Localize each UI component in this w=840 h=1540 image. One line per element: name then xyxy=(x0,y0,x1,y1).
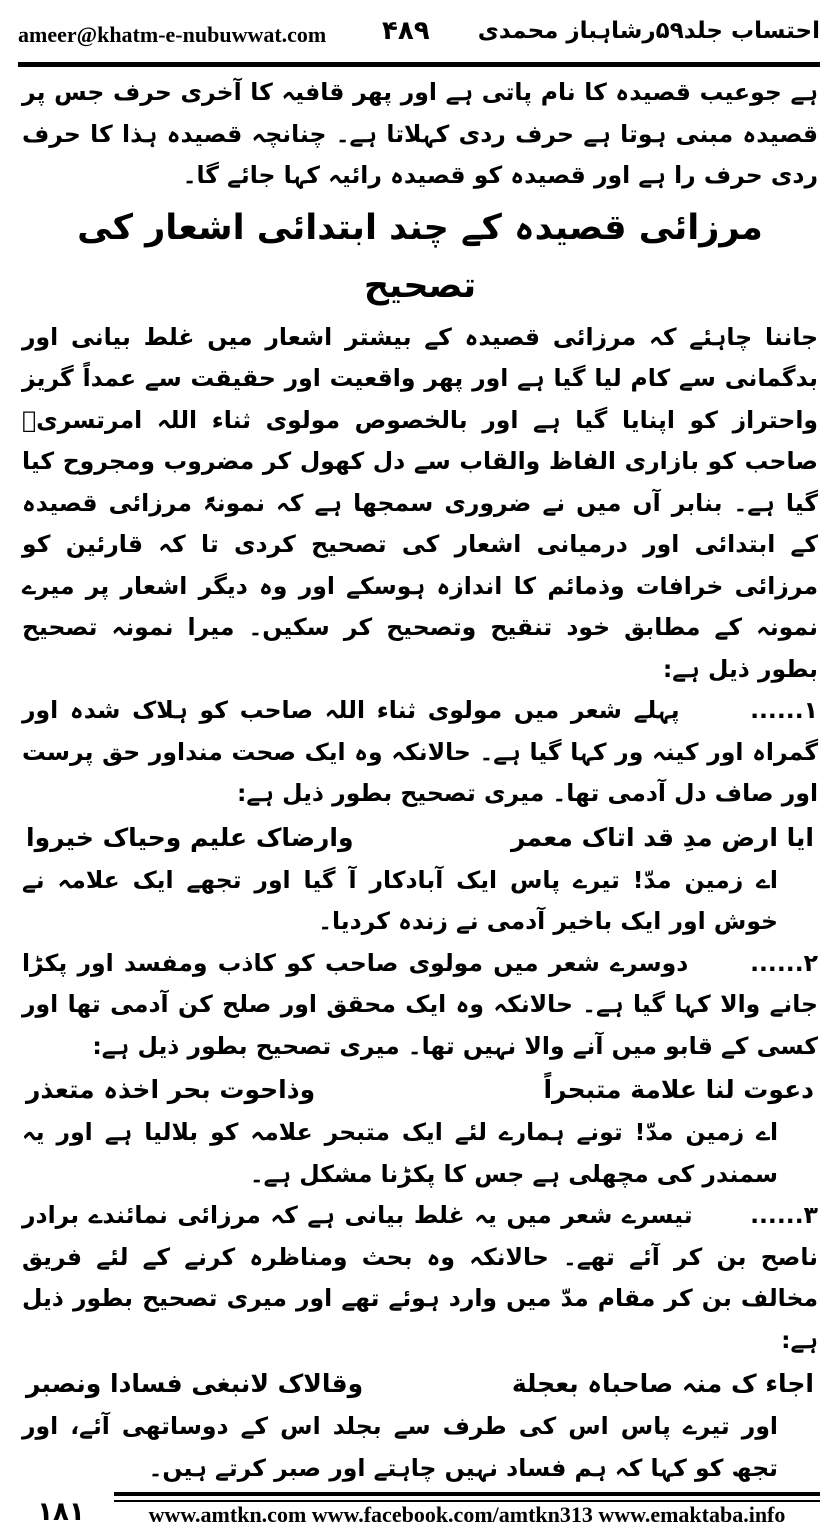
footer-bar xyxy=(114,1492,820,1532)
section-heading: مرزائی قصیدہ کے چند ابتدائی اشعار کی تصحیح xyxy=(77,207,763,306)
verse-1-left: وارضاک علیم وحیاک خیروا xyxy=(26,822,354,852)
verse-2-right: دعوت لنا علامة متبحراً xyxy=(543,1075,814,1104)
item-1-number: ۱...... xyxy=(750,696,818,724)
verse-3-left: وقالاک لانبغی فسادا ونصبر xyxy=(26,1369,364,1398)
header-page-number: ۴۸۹ xyxy=(382,16,430,46)
item-3-text: تیسرے شعر میں یہ غلط بیانی ہے کہ مرزائی نمائندے برادر ناصح بن کر آئے تھے۔ حالانکہ وہ بحث ومناظرہ کرنے کے لئے فریق مخالف بن کر مقام مدّ میں وارد ہوئے تھے اور میری تصحیح بطور ذیل ہے: xyxy=(22,1201,818,1354)
item-1-text: پہلے شعر میں مولوی ثناء اللہ صاحب کو ہلاک شدہ اور گمراہ اور کینہ ور کہا گیا ہے۔ حالانکہ وہ ایک صحت منداور حق پرست اور صاف دل آدمی تھا۔ میری تصحیح بطور ذیل ہے: xyxy=(22,696,818,807)
page-footer xyxy=(18,1492,820,1532)
item-3-number: ۳...... xyxy=(750,1201,818,1229)
intro-paragraph: ہے جوعیب قصیدہ کا نام پاتی ہے اور پھر قافیہ کا آخری حرف جس پر قصیدہ مبنی ہوتا ہے حرف ردی کہلاتا ہے۔ چنانچہ قصیدہ ہذا کا حرف ردی حرف را ہے اور قصیدہ کو قصیدہ رائیہ کہا جائے گا۔ xyxy=(22,78,818,189)
item-2-number: ۲...... xyxy=(750,948,818,977)
footer-rule-thick xyxy=(114,1492,820,1496)
verse-2 xyxy=(22,1067,818,1112)
verse-3-right: اجاء ک منہ صاحباہ بعجلة xyxy=(511,1369,814,1398)
verse-3 xyxy=(22,1361,818,1406)
translation-2: اے زمین مدّ! تونے ہمارے لئے ایک متبحر علامہ کو بلالیا ہے اور یہ سمندر کی مچھلی ہے جس کا پکڑنا مشکل ہے۔ xyxy=(22,1118,778,1188)
page-content xyxy=(22,72,818,1489)
translation-3: اور تیرے پاس اس کی طرف سے بجلد اس کے دوساتھی آئے، اور تجھ کو کہا کہ ہم فساد نہیں چاہتے اور صبر کرتے ہیں۔ xyxy=(22,1412,778,1482)
paragraph-1: جاننا چاہئے کہ مرزائی قصیدہ کے بیشتر اشعار میں غلط بیانی اور بدگمانی سے کام لیا گیا ہے اور پھر واقعیت اور حقیقت سے عمداً گریز واحتراز کو اپنایا گیا ہے اور بالخصوص مولوی ثناء اللہ امرتسریؒ صاحب کو بازاری الفاظ والقاب سے دل کھول کر مضروب ومجروح کیا گیا ہے۔ بنابر آں میں نے ضروری سمجھا ہے کہ نمونۃً مرزائی قصیدہ کے ابتدائی اور درمیانی اشعار کی تصحیح کردی تا کہ قارئین کو مرزائی خرافات وذمائم کا اندازہ ہوسکے اور وہ دیگر اشعار پر میرے نمونہ کے مطابق خود تنقیح وتصحیح کر سکیں۔ میرا نمونہ تصحیح بطور ذیل ہے: xyxy=(22,322,818,683)
footer-links: www.amtkn.com www.facebook.com/amtkn313 www.emaktaba.info xyxy=(148,1502,786,1527)
item-2 xyxy=(22,943,818,1196)
item-3 xyxy=(22,1195,818,1489)
verse-2-left: وذاحوت بحر اخذہ متعذر xyxy=(26,1075,316,1104)
item-2-text: دوسرے شعر میں مولوی صاحب کو کاذب ومفسد اور پکڑا جانے والا کہا گیا ہے۔ حالانکہ وہ ایک محقق اور صلح کن آدمی تھا اور کسی کے قابو میں آنے والا نہیں تھا۔ میری تصحیح بطور ذیل ہے: xyxy=(22,948,818,1060)
page-header xyxy=(18,14,820,54)
footer-page-number: ۱۸۱ xyxy=(37,1497,85,1527)
header-rule xyxy=(18,62,820,67)
verse-1-right: ایا ارض مدِ قد اتاک معمر xyxy=(510,822,814,852)
header-running-title: احتساب جلد۵۹رشاہباز محمدی xyxy=(477,18,820,44)
item-1 xyxy=(22,690,818,943)
header-email: ameer@khatm-e-nubuwwat.com xyxy=(18,22,327,47)
translation-1: اے زمین مدّ! تیرے پاس ایک آبادکار آ گیا اور تجھے ایک علامہ نے خوش اور ایک باخیر آدمی نے زندہ کردیا۔ xyxy=(22,865,778,935)
verse-1 xyxy=(22,815,818,860)
